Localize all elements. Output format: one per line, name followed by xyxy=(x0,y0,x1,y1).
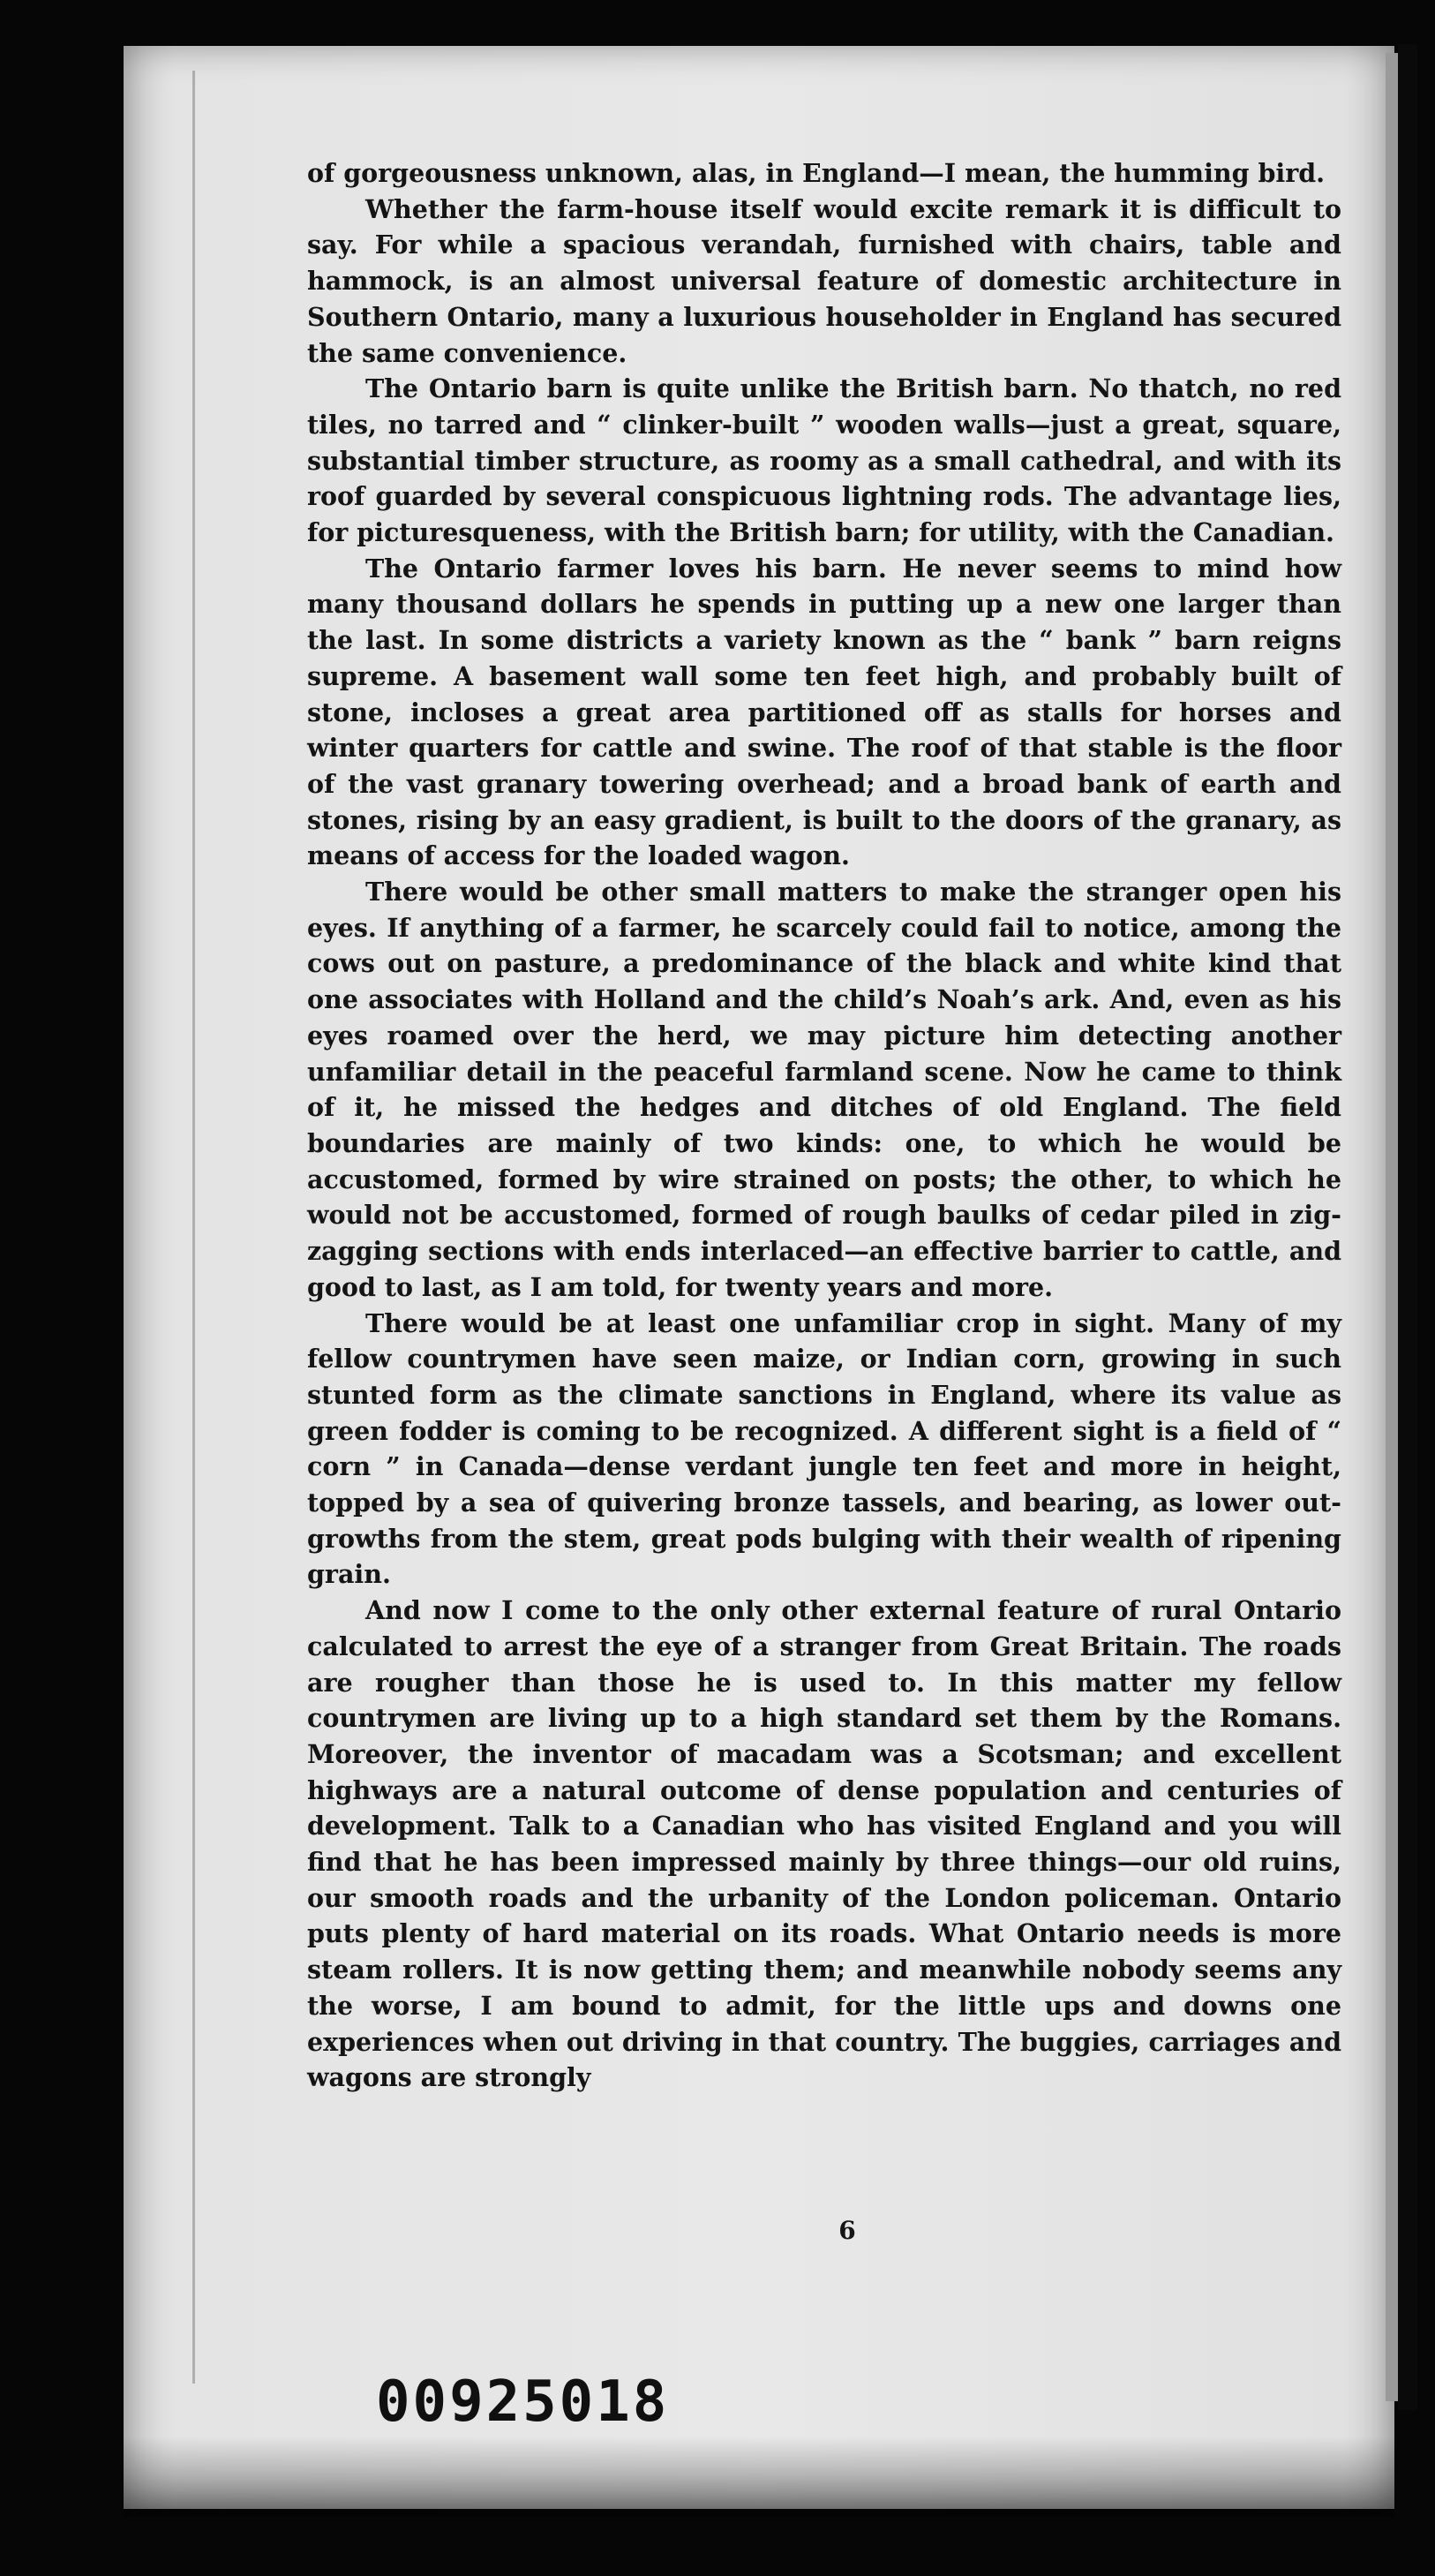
paragraph: of gorgeousness unknown, alas, in England—I mean, the humming bird. xyxy=(307,158,1326,188)
paragraph: The Ontario barn is quite unlike the British barn. No thatch, no red tiles, no tarred and “ clinker-built ” wooden walls—just a great, square, substantial timber structure, as roomy as a small cathedral, and with its roof guarded by several conspicuous lightning rods. The advantage lies, for picturesqueness, with the British barn; for utility, with the Canadian. xyxy=(307,373,1341,548)
paragraph: And now I come to the only other external feature of rural Ontario calculated to arrest the eye of a stranger from Great Britain. The roads are rougher than those he is used to. In this matter my fellow countrymen are living up to a high standard set them by the Romans. Moreover, the inventor of macadam was a Scotsman; and excellent highways are a natural outcome of dense population and centuries of development. Talk to a Canadian who has visited England and you will find that he has been impressed mainly by three things—our old ruins, our smooth roads and the urbanity of the London policeman. Ontario puts plenty of hard material on its roads. What Ontario needs is more steam rollers. It is now getting them; and meanwhile nobody seems any the worse, I am bound to admit, for the little ups and downs one experiences when out driving in that country. The buggies, carriages and wagons are strongly xyxy=(307,1595,1341,2093)
paragraph: There would be at least one unfamiliar crop in sight. Many of my fellow countrymen have seen maize, or Indian corn, growing in such stunted form as the climate sanctions in England, where its value as green fodder is coming to be recognized. A different sight is a field of “ corn ” in Canada—dense verdant jungle ten feet and more in height, topped by a sea of quivering bronze tassels, and bearing, as lower out-growths from the stem, great pods bulging with their wealth of ripening grain. xyxy=(307,1307,1341,1590)
paragraph: There would be other small matters to make the stranger open his eyes. If anything of a farmer, he scarcely could fail to notice, among the cows out on pasture, a predominance of the black and white kind that one associates with Holland and the child’s Noah’s ark. And, even as his eyes roamed over the herd, we may picture him detecting another unfamiliar detail in the peaceful farmland scene. Now he came to think of it, he missed the hedges and ditches of old England. The field boundaries are mainly of two kinds: one, to which he would be accustomed, formed by wire strained on posts; the other, to which he would not be accustomed, formed of rough baulks of cedar piled in zig-zagging sections with ends interlaced—an effective barrier to cattle, and good to last, as I am told, for twenty years and more. xyxy=(307,877,1341,1302)
scan-bottom-shadow xyxy=(124,2437,1394,2516)
scan-border-right xyxy=(1398,44,1417,2410)
paragraph: Whether the farm-house itself would excite remark it is difficult to say. For while a spacious verandah, furnished with chairs, table and hammock, is an almost universal feature of domestic architecture in Southern Ontario, many a luxurious householder in England has secured the same convenience. xyxy=(307,193,1341,368)
page-number: 6 xyxy=(838,2216,856,2245)
body-text xyxy=(307,155,1341,2096)
page-edge-strip xyxy=(1386,53,1398,2401)
archive-stamp-number: 00925018 xyxy=(376,2369,670,2435)
paragraph: The Ontario farmer loves his barn. He never seems to mind how many thousand dollars he spends in putting up a new one larger than the last. In some districts a variety known as the “ bank ” barn reigns supreme. A basement wall some ten feet high, and probably built of stone, incloses a great area partitioned off as stalls for horses and winter quarters for cattle and swine. The roof of that stable is the floor of the vast granary towering overhead; and a broad bank of earth and stones, rising by an easy gradient, is built to the doors of the granary, as means of access for the loaded wagon. xyxy=(307,553,1341,871)
binding-fold-line xyxy=(192,71,195,2384)
